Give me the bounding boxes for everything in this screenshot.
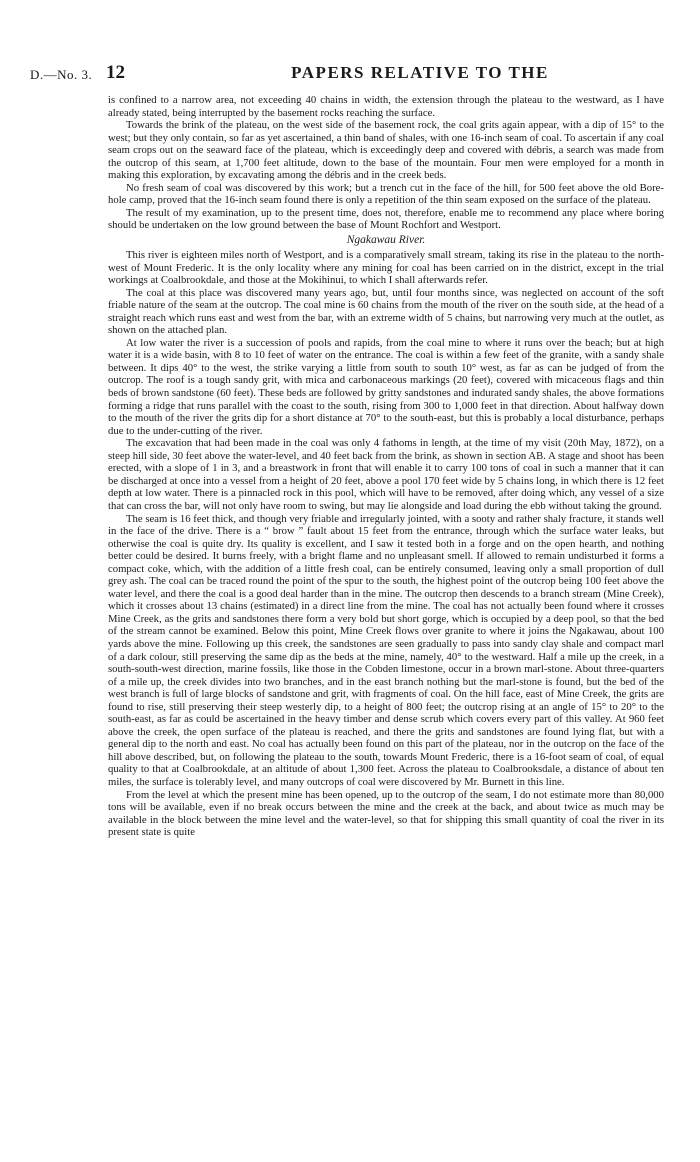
- paragraph: The excavation that had been made in the coal was only 4 fathoms in length, at the time of my visit (20th May, 1872), on a steep hill side, 30 feet above the water-level, and 40 feet back from the brink, as shown in section AB. A stage and shoot has been erected, with a slope of 1 in 3, and a breastwork in front that will enable it to carry 100 tons of coal in such a manner that it can be discharged at once into a vessel from a height of 20 feet, above a pool 170 feet wide by 5 chains long, in which there is 12 feet depth at low water. There is a pinnacled rock in this pool, which will have to be removed, after doing which, any vessel of a size that can cross the bar, will not only have room to swing, but may lie alongside and load during the ebb without taking the ground.: [108, 437, 664, 512]
- paragraph: The coal at this place was discovered many years ago, but, until four months since, was neglected on account of the soft friable nature of the seam at the outcrop. The coal mine is 60 chains from the mouth of the river on the south side, at the head of a straight reach which runs east and west from the bar, with an extreme width of 5 chains, but narrowing very much at the outlet, as shown on the attached plan.: [108, 286, 664, 337]
- body-text: [108, 94, 664, 839]
- document-reference: D.—No. 3.: [30, 67, 93, 82]
- section-heading: Ngakawau River.: [346, 234, 426, 247]
- paragraph: The seam is 16 feet thick, and though very friable and irregularly jointed, with a sooty and rather shaly fracture, it stands well in the face of the drive. There is a “ brow ” fault about 15 feet from the entrance, through which the surface water leaks, but otherwise the coal is quite dry. Its quality is excellent, and I saw it tested both in a forge and on the open hearth, and nothing better could be desired. It burns freely, with a bright flame and no unpleasant smell. If allowed to remain undisturbed it forms a compact coke, which, with the addition of a little fresh coal, can be entirely consumed, leaving only a small proportion of dull grey ash. The coal can be traced round the point of the spur to the south, the highest point of the outcrop being 100 feet above the water level, and there the coal is a good deal harder than in the mine. The outcrop then descends to a branch stream (Mine Creek), which it crosses about 13 chains (estimated) in a direct line from the mine. The coal has not actually been found where it crosses Mine Creek, as the grits and sandstones there form a very bold but short gorge, which is occupied by a deep pool, so that the bed of the stream cannot be examined. Below this point, Mine Creek flows over granite to where it joins the Ngakawau, about 100 yards above the mine. Following up this creek, the sandstones are seen gradually to pass into sandy clay shale and compact marl of a dark colour, still preserving the same dip as the beds at the mine, namely, 40° to the westward. Half a mile up the creek, in a south-south-west direction, marine fossils, like those in the Cobden limestone, occur in a brown marl-stone. About three-quarters of a mile up, the creek divides into two branches, and in the east branch nothing but the marl-stone is found, but the bed of the west branch is full of large blocks of sandstone and grit, with fragments of coal. On the hill face, east of Mine Creek, the grits are found to rise, still preserving their steep westerly dip, to a height of 800 feet; the outcrop rising at an angle of 15° to 20° to the south-east, as far as could be ascertained in the heavy timber and dense scrub which covers every part of this valley. At 960 feet above the creek, the open surface of the plateau is reached, and there the grits and sandstones are found lying flat, but with a general dip to the north and east. No coal has actually been found on this part of the plateau, nor in the outcrop on the face of the hill above described, but, on following the plateau to the south, towards Mount Frederic, there is a 16-foot seam of coal, of equal quality to that at Coalbrookdale, at an altitude of about 1,300 feet. Across the plateau to Coalbrooksdale, a distance of about ten miles, the surface is tolerably level, and many outcrops of coal were discovered by Mr. Burnett in this line.: [108, 512, 664, 788]
- paragraph: is confined to a narrow area, not exceeding 40 chains in width, the extension through the plateau to the westward, as I have already stated, being interrupted by the basement rocks reaching the surface.: [108, 94, 664, 119]
- running-title: PAPERS RELATIVE TO THE: [291, 63, 549, 82]
- paragraph: From the level at which the present mine has been opened, up to the outcrop of the seam, I do not estimate more than 80,000 tons will be available, even if no break occurs between the mine and the creek at the back, and about twice as much may be available in the block between the mine level and the water-level, so that for shipping this small quantity of coal the river in its present state is quite: [108, 788, 664, 839]
- paragraph: No fresh seam of coal was discovered by this work; but a trench cut in the face of the hill, for 500 feet above the old Bore-hole camp, proved that the 16-inch seam found there is only a repetition of the thin seam exposed on the surface of the plateau.: [108, 181, 664, 207]
- paragraph: This river is eighteen miles north of Westport, and is a comparatively small stream, taking its rise in the plateau to the north-west of Mount Frederic. It is the only locality where any mining for coal has been carried on in the district, except in the trial workings at Coalbrookdale, and those at the Mokihinui, to which I shall afterwards refer.: [108, 249, 664, 287]
- running-header: [0, 62, 700, 86]
- paragraph: At low water the river is a succession of pools and rapids, from the coal mine to where it runs over the beach; but at high water it is a wide basin, with 8 to 10 feet of water on the entrance. The coal is within a few feet of the granite, with a sandy shale between. It dips 40° to the west, the strike varying a little from south to south 10° west, as far as can be judged of from the outcrop. The roof is a tough sandy grit, with mica and carbonaceous markings (20 feet), covered with micaceous flags and thin beds of brown sandstone (60 feet). These beds are followed by gritty sandstones and indurated sandy shales, the above formations forming a ridge that runs parallel with the coast to the south, rising from 300 to 1,000 feet in that direction. About halfway down to the mouth of the river the grits dip for a short distance at 70° to the south-east, but this is probably a local disturbance, perhaps due to the under-cutting of the river.: [108, 336, 664, 437]
- page-number: 12: [106, 62, 125, 83]
- paragraph: Towards the brink of the plateau, on the west side of the basement rock, the coal grits again appear, with a dip of 15° to the west; but they only contain, so far as yet ascertained, a thin band of shales, with one 16-inch seam of coal. To ascertain if any coal seam crops out on the seaward face of the plateau, which is exceedingly deep and covered with débris, a search was made from the outcrop of this seam, at 1,700 feet altitude, down to the base of the mountain. Four men were employed for a month in making this exploration, by excavating among the débris and in the creek beds.: [108, 119, 664, 182]
- paragraph: The result of my examination, up to the present time, does not, therefore, enable me to recommend any place where boring should be undertaken on the low ground between the base of Mount Rochfort and Westport.: [108, 206, 664, 232]
